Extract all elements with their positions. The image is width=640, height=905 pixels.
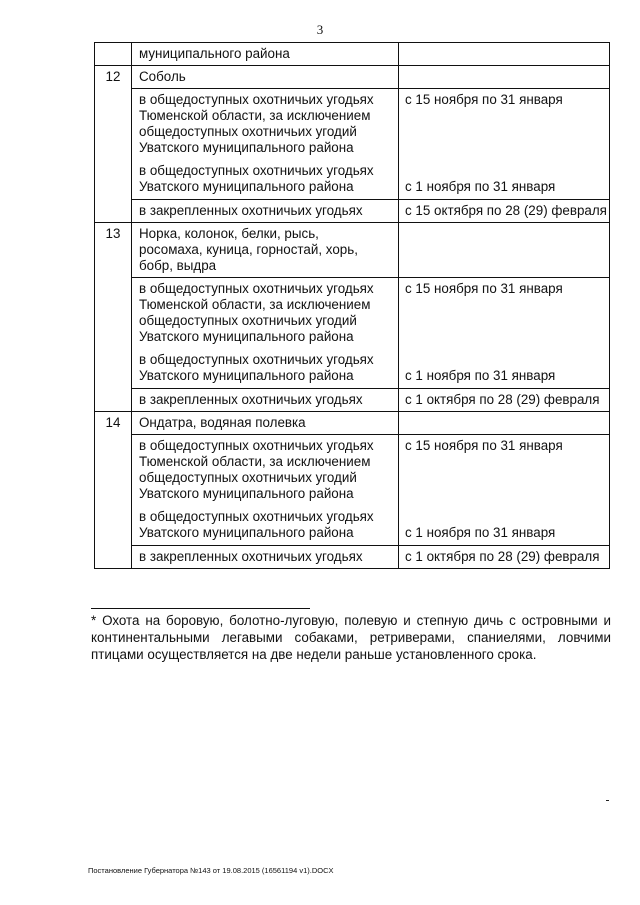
hunting-period: с 15 ноября по 31 января	[405, 281, 563, 296]
territory-line: в общедоступных охотничьих угодьях	[139, 92, 374, 107]
species-name-line: Ондатра, водяная полевка	[139, 415, 306, 430]
page-number: 3	[316, 22, 324, 37]
species-name	[132, 66, 399, 89]
territory-line: общедоступных охотничьих угодий	[139, 313, 357, 328]
territory-line: общедоступных охотничьих угодий	[139, 124, 357, 139]
territory-description	[132, 506, 399, 545]
table-row	[95, 435, 610, 546]
hunting-period: с 1 октября по 28 (29) февраля	[399, 546, 610, 569]
row-number: 14	[95, 412, 132, 569]
territory-block	[132, 278, 610, 389]
table-row	[95, 278, 610, 389]
table-row	[95, 223, 610, 278]
table-row	[95, 412, 610, 435]
document-footer: Постановление Губернатора №143 от 19.08.2015 (16561194 v1).DOCX	[88, 866, 334, 875]
territory-block	[132, 435, 610, 546]
territory-line: общедоступных охотничьих угодий	[139, 470, 357, 485]
species-name-line: росомаха, куница, горностай, хорь,	[139, 242, 358, 257]
table-row	[95, 389, 610, 412]
territory-line: Тюменской области, за исключением	[139, 297, 371, 312]
territory-description	[132, 89, 399, 160]
table-row	[95, 89, 610, 200]
territory-description: в закрепленных охотничьих угодьях	[132, 389, 399, 412]
hunting-period: с 15 октября по 28 (29) февраля	[399, 200, 610, 223]
species-name-line: бобр, выдра	[139, 258, 217, 273]
territory-line: Уватского муниципального района	[139, 179, 354, 194]
table-row	[95, 200, 610, 223]
table-row	[95, 66, 610, 89]
territory-description	[132, 349, 399, 388]
row-number	[95, 43, 132, 66]
territory-description	[132, 435, 399, 506]
territory-line: в общедоступных охотничьих угодьях	[139, 352, 374, 367]
hunting-period: с 1 ноября по 31 января	[405, 179, 556, 194]
territory-description: в закрепленных охотничьих угодьях	[132, 546, 399, 569]
row-number: 12	[95, 66, 132, 223]
period-cell-empty	[399, 412, 610, 435]
territory-line: в общедоступных охотничьих угодьях	[139, 509, 374, 524]
table-row	[95, 546, 610, 569]
territory-line: Уватского муниципального района	[139, 368, 354, 383]
territory-description: в закрепленных охотничьих угодьях	[132, 200, 399, 223]
period-cell-empty	[399, 223, 610, 278]
species-name-line: Норка, колонок, белки, рысь,	[139, 226, 319, 241]
hunting-period: с 15 ноября по 31 января	[405, 92, 563, 107]
species-name	[132, 43, 399, 66]
period-cell-empty	[399, 66, 610, 89]
territory-line: в общедоступных охотничьих угодьях	[139, 281, 374, 296]
territory-block	[132, 89, 610, 200]
species-name-line: Соболь	[139, 69, 186, 84]
hunting-period: с 15 ноября по 31 января	[405, 438, 563, 453]
row-number: 13	[95, 223, 132, 412]
scan-speck	[606, 800, 609, 801]
territory-description	[132, 160, 399, 199]
territory-line: Тюменской области, за исключением	[139, 108, 371, 123]
territory-line: Уватского муниципального района	[139, 140, 354, 155]
territory-line: Тюменской области, за исключением	[139, 454, 371, 469]
territory-line: в общедоступных охотничьих угодьях	[139, 163, 374, 178]
hunting-period: с 1 ноября по 31 января	[405, 368, 556, 383]
territory-line: Уватского муниципального района	[139, 486, 354, 501]
species-name	[132, 412, 399, 435]
hunting-seasons-table	[94, 42, 610, 569]
species-name	[132, 223, 399, 278]
footnote-separator	[91, 608, 310, 609]
table-row	[95, 43, 610, 66]
hunting-period: с 1 ноября по 31 января	[405, 525, 556, 540]
species-name-line: муниципального района	[139, 46, 290, 61]
hunting-period: с 1 октября по 28 (29) февраля	[399, 389, 610, 412]
period-cell-empty	[399, 43, 610, 66]
territory-description	[132, 278, 399, 349]
territory-line: Уватского муниципального района	[139, 329, 354, 344]
territory-line: Уватского муниципального района	[139, 525, 354, 540]
territory-line: в общедоступных охотничьих угодьях	[139, 438, 374, 453]
footnote: * Охота на боровую, болотно-луговую, полевую и степную дичь с островными и континентальными легавыми собаками, ретриверами, спаниелями, ловчими птицами осуществляется на две недели раньше установленного срока.	[91, 613, 611, 662]
